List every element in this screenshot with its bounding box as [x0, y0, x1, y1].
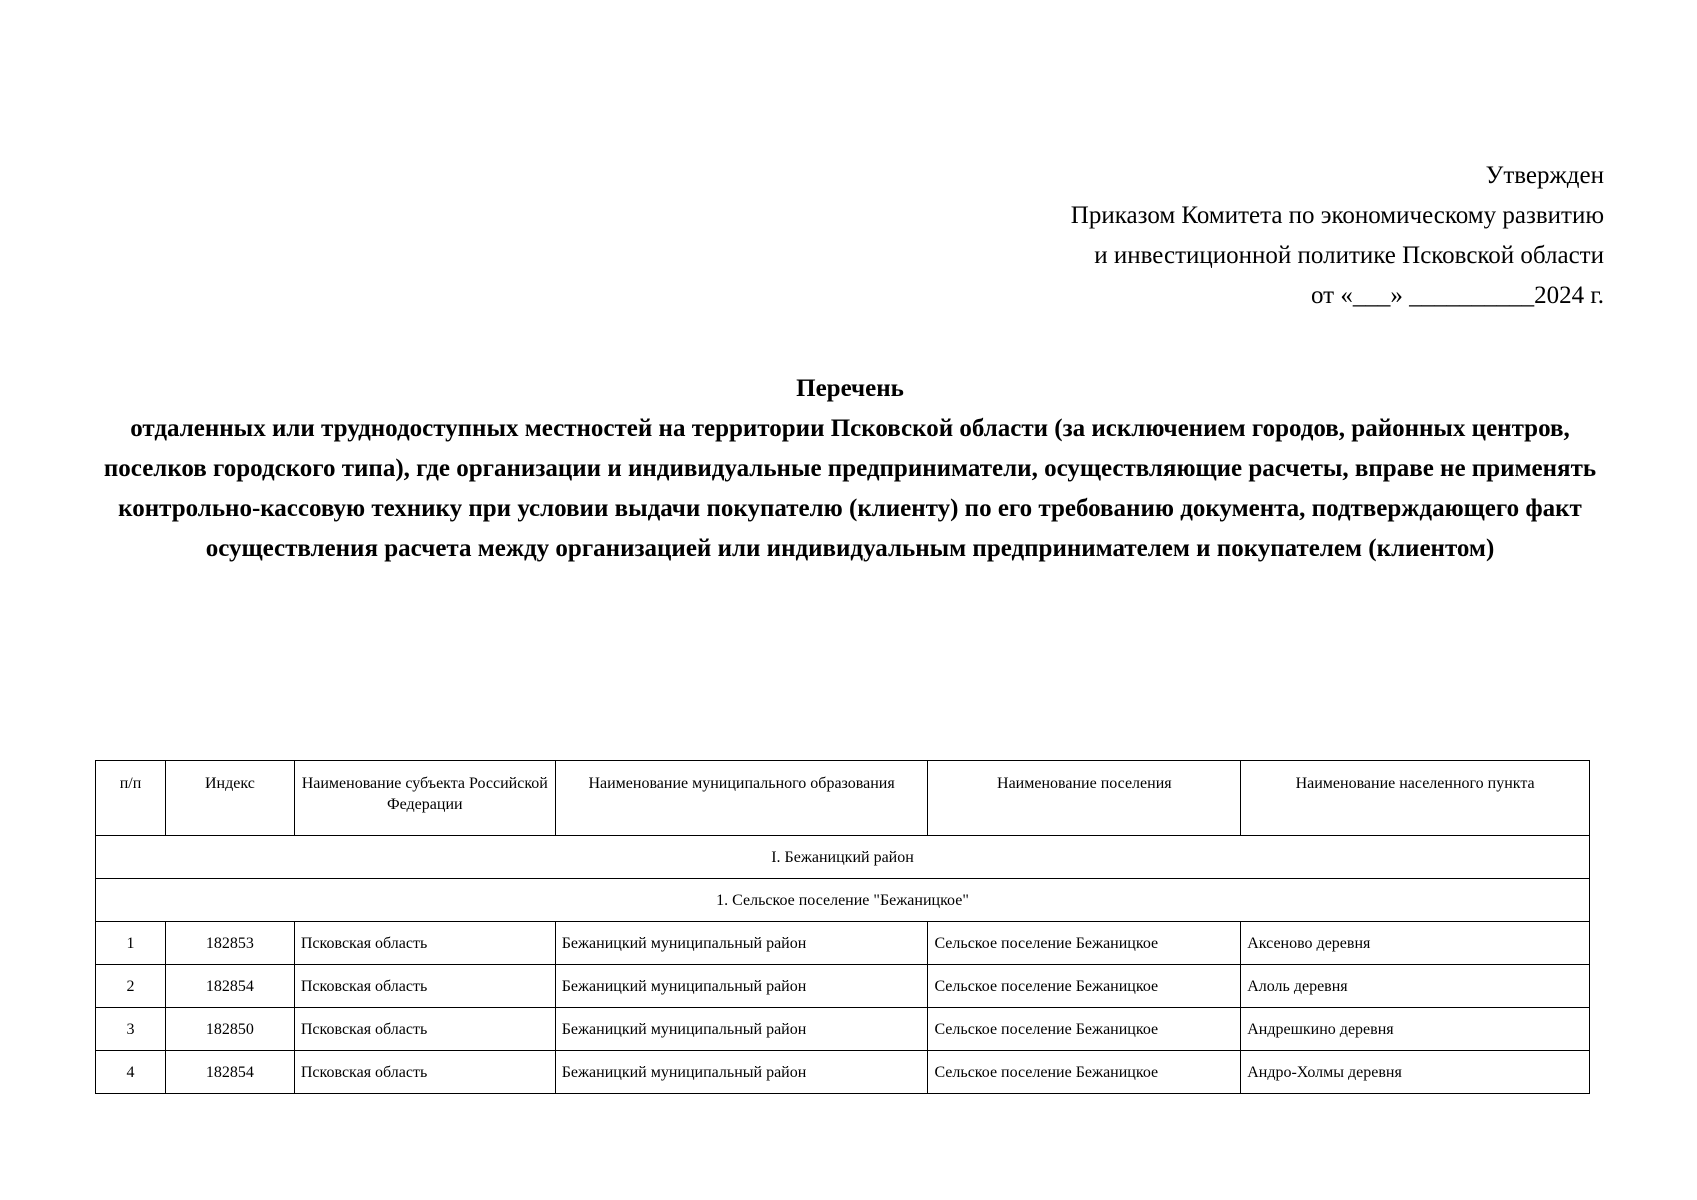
- cell-number: 3: [96, 1008, 166, 1051]
- cell-index: 182854: [165, 1051, 294, 1094]
- table-header-row: [96, 761, 1590, 836]
- cell-number: 1: [96, 922, 166, 965]
- approval-line-date: от «___» __________2024 г.: [1310, 282, 1604, 309]
- cell-index: 182850: [165, 1008, 294, 1051]
- cell-municipality: Бежаницкий муниципальный район: [555, 1051, 928, 1094]
- header-number: п/п: [96, 761, 166, 836]
- cell-locality: Аксеново деревня: [1241, 922, 1590, 965]
- cell-municipality: Бежаницкий муниципальный район: [555, 965, 928, 1008]
- cell-locality: Андро-Холмы деревня: [1241, 1051, 1590, 1094]
- cell-index: 182853: [165, 922, 294, 965]
- section-row-settlement: [96, 879, 1590, 922]
- cell-locality: Андрешкино деревня: [1241, 1008, 1590, 1051]
- header-locality: Наименование населенного пункта: [1241, 761, 1590, 836]
- approval-line-approved: Утвержден: [1485, 162, 1604, 189]
- cell-number: 2: [96, 965, 166, 1008]
- document-title: [95, 369, 1605, 569]
- cell-settlement: Сельское поселение Бежаницкое: [928, 1051, 1241, 1094]
- cell-settlement: Сельское поселение Бежаницкое: [928, 965, 1241, 1008]
- table-row: [96, 1008, 1590, 1051]
- cell-municipality: Бежаницкий муниципальный район: [555, 922, 928, 965]
- cell-index: 182854: [165, 965, 294, 1008]
- table-row: [96, 1051, 1590, 1094]
- table-row: [96, 965, 1590, 1008]
- approval-line-order: Приказом Комитета по экономическому развитию: [1070, 202, 1604, 229]
- header-municipality: Наименование муниципального образования: [555, 761, 928, 836]
- header-index: Индекс: [165, 761, 294, 836]
- localities-table: [95, 760, 1590, 1094]
- cell-number: 4: [96, 1051, 166, 1094]
- cell-subject: Псковская область: [294, 965, 555, 1008]
- cell-settlement: Сельское поселение Бежаницкое: [928, 922, 1241, 965]
- section-district-label: I. Бежаницкий район: [96, 836, 1590, 879]
- document-heading: Перечень: [796, 375, 904, 402]
- header-settlement: Наименование поселения: [928, 761, 1241, 836]
- document-subtitle: отдаленных или труднодоступных местностей на территории Псковской области (за исключением городов, районных центров, поселков городского типа), где организации и индивидуальные предприниматели, осуществляющие расчеты, вправе не применять контрольно-кассовую технику при условии выдачи покупателю (клиенту) по его требованию документа, подтверждающего факт осуществления расчета между организацией или индивидуальным предпринимателем и покупателем (клиентом): [103, 415, 1597, 562]
- cell-subject: Псковская область: [294, 1051, 555, 1094]
- approval-line-committee: и инвестиционной политике Псковской области: [1094, 242, 1604, 269]
- header-subject: Наименование субъекта Российской Федерации: [294, 761, 555, 836]
- cell-settlement: Сельское поселение Бежаницкое: [928, 1008, 1241, 1051]
- table-row: [96, 922, 1590, 965]
- approval-block: [1071, 156, 1604, 316]
- cell-locality: Алоль деревня: [1241, 965, 1590, 1008]
- cell-municipality: Бежаницкий муниципальный район: [555, 1008, 928, 1051]
- section-row-district: [96, 836, 1590, 879]
- cell-subject: Псковская область: [294, 1008, 555, 1051]
- section-settlement-label: 1. Сельское поселение "Бежаницкое": [96, 879, 1590, 922]
- cell-subject: Псковская область: [294, 922, 555, 965]
